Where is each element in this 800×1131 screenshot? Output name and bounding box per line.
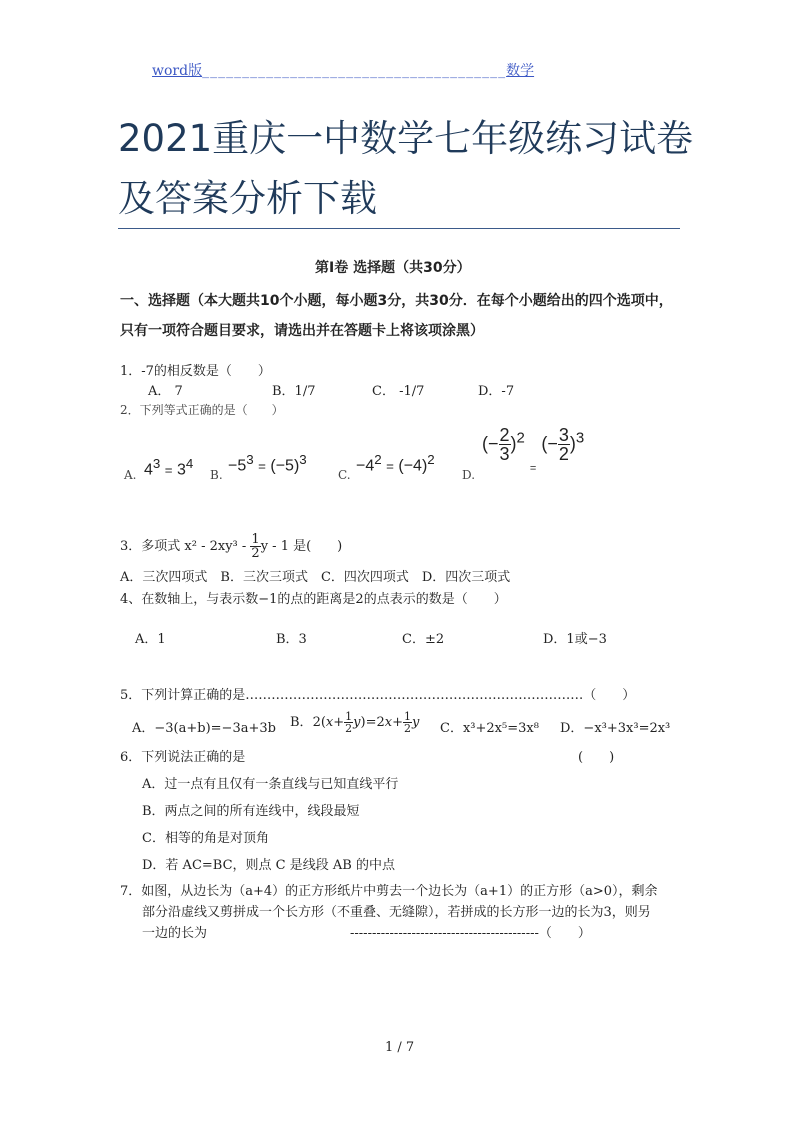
q3-options: A．三次四项式 B．三次三项式 C．四次四项式 D．四次三项式 — [120, 570, 511, 585]
q6-option-b: B．两点之间的所有连线中，线段最短 — [142, 804, 360, 819]
q5-stem: 5．下列计算正确的是……………………………………………………………………（ ） — [120, 688, 636, 703]
q2-stem: 2．下列等式正确的是（ ） — [120, 403, 284, 417]
title-divider — [118, 228, 680, 229]
section-instruction-2: 只有一项符合题目要求，请选出并在答题卡上将该项涂黑） — [120, 323, 484, 339]
q2-option-a-label: A. — [124, 468, 137, 482]
q4-stem: 4、在数轴上，与表示数−1的点的距离是2的点表示的数是（ ） — [120, 592, 507, 607]
doc-title-line1: 2021重庆一中数学七年级练习试卷 — [118, 117, 694, 160]
q4-option-a: A．1 — [135, 632, 166, 647]
q7-line3: 一边的长为 — [142, 926, 208, 941]
q1-option-a: A． 7 — [148, 384, 183, 399]
section-instruction-1: 一、选择题（本大题共10个小题，每小题3分，共30分．在每个小题给出的四个选项中， — [120, 293, 673, 309]
section-title: 第Ⅰ卷 选择题（共30分） — [315, 260, 471, 276]
q1-option-b: B．1/7 — [272, 384, 316, 399]
q6-option-a: A．过一点有且仅有一条直线与已知直线平行 — [142, 777, 399, 792]
q4-option-d: D．1或−3 — [543, 632, 607, 647]
header-dashes: ______________________________________ — [202, 63, 507, 79]
header-right-link[interactable]: 数学 — [506, 63, 535, 79]
q5-option-d: D．−x³+3x³=2x³ — [560, 721, 671, 736]
page-number: 1 / 7 — [385, 1040, 415, 1055]
q3-stem: 3．多项式 x² - 2xy³ - $\frac{1}{2}$ y - 1 是( ) — [120, 532, 343, 561]
q4-option-b: B．3 — [276, 632, 307, 647]
q2-option-d-formula: (− $\frac{2}{3}$ )$^2$ $_=$ (− $\frac{3}{2}$ )$^3$ — [482, 425, 585, 475]
q2-option-b-label: B. — [210, 468, 223, 482]
q5-option-a: A．−3(a+b)=−3a+3b — [132, 721, 276, 736]
q6-answer-paren: ( ) — [578, 750, 615, 765]
q5-option-b: B．2(x+ $\frac{1}{2}$ y)=2x+ $\frac{1}{2}$ y — [290, 710, 420, 735]
header-left-link[interactable]: word版 — [152, 63, 203, 79]
doc-title-line2: 及答案分析下载 — [118, 177, 377, 220]
q7-line2: 部分沿虚线又剪拼成一个长方形（不重叠、无缝隙），若拼成的长方形一边的长为3，则另 — [142, 905, 651, 920]
q2-option-d-label: D. — [462, 468, 476, 482]
q7-answer-line: -------------------------------------------（ ） — [350, 926, 591, 941]
q2-option-a-formula: $4^3 = 3^4$ — [144, 456, 194, 479]
q4-option-c: C．±2 — [402, 632, 445, 647]
q2-option-c-label: C. — [338, 468, 351, 482]
q1-option-c: C． -1/7 — [372, 384, 425, 399]
q7-line1: 7．如图，从边长为（a+4）的正方形纸片中剪去一个边长为（a+1）的正方形（a>0），剩余 — [120, 884, 658, 899]
q6-stem: 6．下列说法正确的是 — [120, 750, 246, 765]
q5-option-c: C．x³+2x⁵=3x⁸ — [440, 721, 539, 736]
q2-option-b-formula: $-5^3 = (-5)^3$ — [228, 452, 307, 475]
q1-stem: 1．-7的相反数是（ ） — [120, 364, 271, 379]
q2-option-c-formula: $-4^2 = (-4)^2$ — [356, 452, 435, 475]
q6-option-c: C．相等的角是对顶角 — [142, 831, 269, 846]
page-header — [152, 60, 534, 80]
q6-option-d: D．若 AC=BC，则点 C 是线段 AB 的中点 — [142, 858, 395, 873]
q1-option-d: D．-7 — [478, 384, 515, 399]
